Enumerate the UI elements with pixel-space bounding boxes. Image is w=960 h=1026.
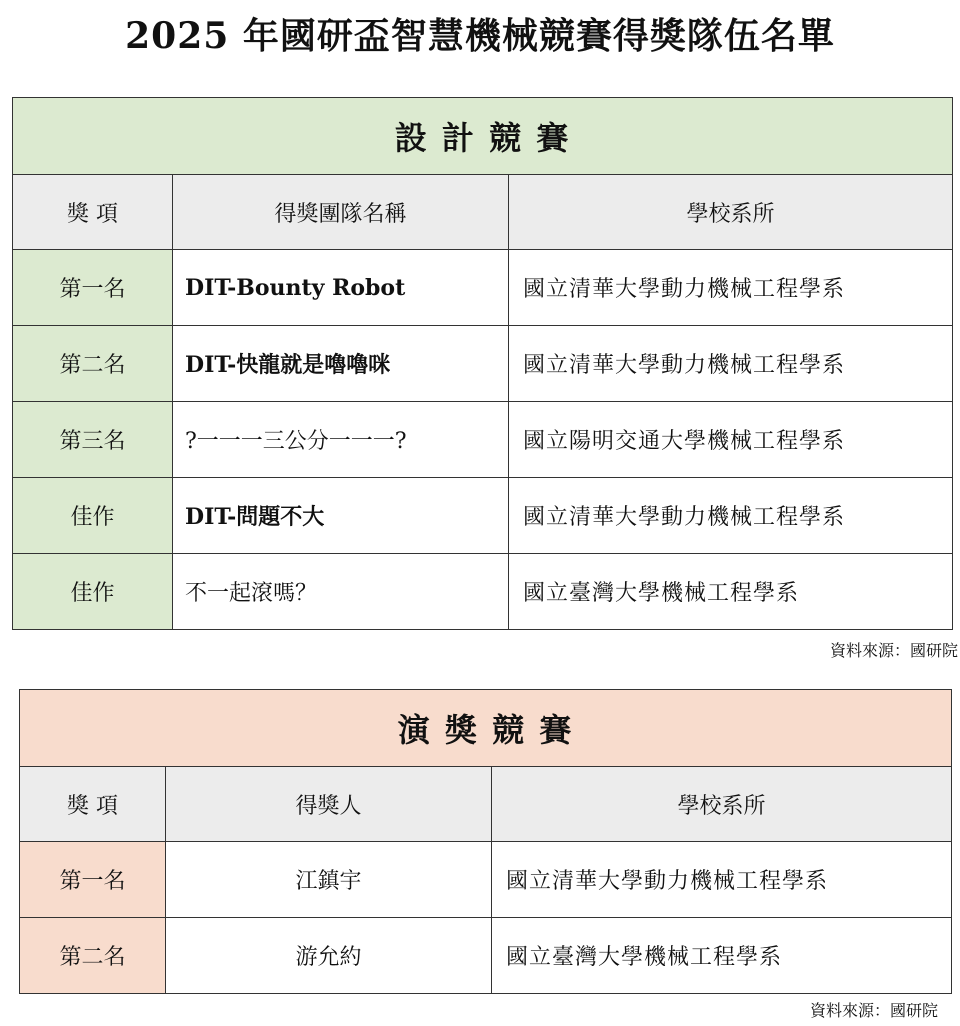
- award-rank: 第二名: [13, 326, 173, 402]
- speech-source-note: 資料來源：國研院: [809, 1001, 938, 1020]
- school-dept: 國立清華大學動力機械工程學系: [509, 326, 953, 402]
- header-award: 獎 項: [20, 767, 166, 842]
- speech-header-row: [20, 767, 952, 842]
- team-name: 不一起滾嗎？: [173, 554, 509, 630]
- table-row: [13, 554, 953, 630]
- header-school: 學校系所: [492, 767, 952, 842]
- award-rank: 第二名: [20, 918, 166, 994]
- award-rank: 佳作: [13, 478, 173, 554]
- winner-name: 游允約: [166, 918, 492, 994]
- design-header-row: [13, 175, 953, 250]
- team-name: ?一一一三公分一一一?: [173, 402, 509, 478]
- header-school: 學校系所: [509, 175, 953, 250]
- winner-name: 江鎮宇: [166, 842, 492, 918]
- table-row: [13, 250, 953, 326]
- table-row: [20, 918, 952, 994]
- award-rank: 第三名: [13, 402, 173, 478]
- table-row: [13, 478, 953, 554]
- school-dept: 國立陽明交通大學機械工程學系: [509, 402, 953, 478]
- speech-section-title-row: [20, 690, 952, 767]
- school-dept: 國立清華大學動力機械工程學系: [509, 250, 953, 326]
- header-team-name: 得獎團隊名稱: [173, 175, 509, 250]
- team-name: DIT-Bounty Robot: [173, 250, 509, 326]
- school-dept: 國立臺灣大學機械工程學系: [492, 918, 952, 994]
- school-dept: 國立清華大學動力機械工程學系: [492, 842, 952, 918]
- table-row: [13, 402, 953, 478]
- design-section-title-row: [13, 98, 953, 175]
- speech-section-title: 演 獎 競 賽: [20, 690, 952, 767]
- team-name: DIT-快龍就是嚕嚕咪: [173, 326, 509, 402]
- school-dept: 國立臺灣大學機械工程學系: [509, 554, 953, 630]
- award-rank: 第一名: [13, 250, 173, 326]
- school-dept: 國立清華大學動力機械工程學系: [509, 478, 953, 554]
- speech-competition-table: [19, 689, 952, 994]
- team-name: DIT-問題不大: [173, 478, 509, 554]
- design-source-note: 資料來源：國研院: [829, 641, 958, 660]
- header-award: 獎 項: [13, 175, 173, 250]
- award-rank: 佳作: [13, 554, 173, 630]
- table-row: [20, 842, 952, 918]
- table-row: [13, 326, 953, 402]
- award-rank: 第一名: [20, 842, 166, 918]
- design-section-title: 設 計 競 賽: [13, 98, 953, 175]
- page-title: 2025 年國研盃智慧機械競賽得獎隊伍名單: [125, 15, 835, 57]
- header-winner: 得獎人: [166, 767, 492, 842]
- design-competition-table: [12, 97, 953, 630]
